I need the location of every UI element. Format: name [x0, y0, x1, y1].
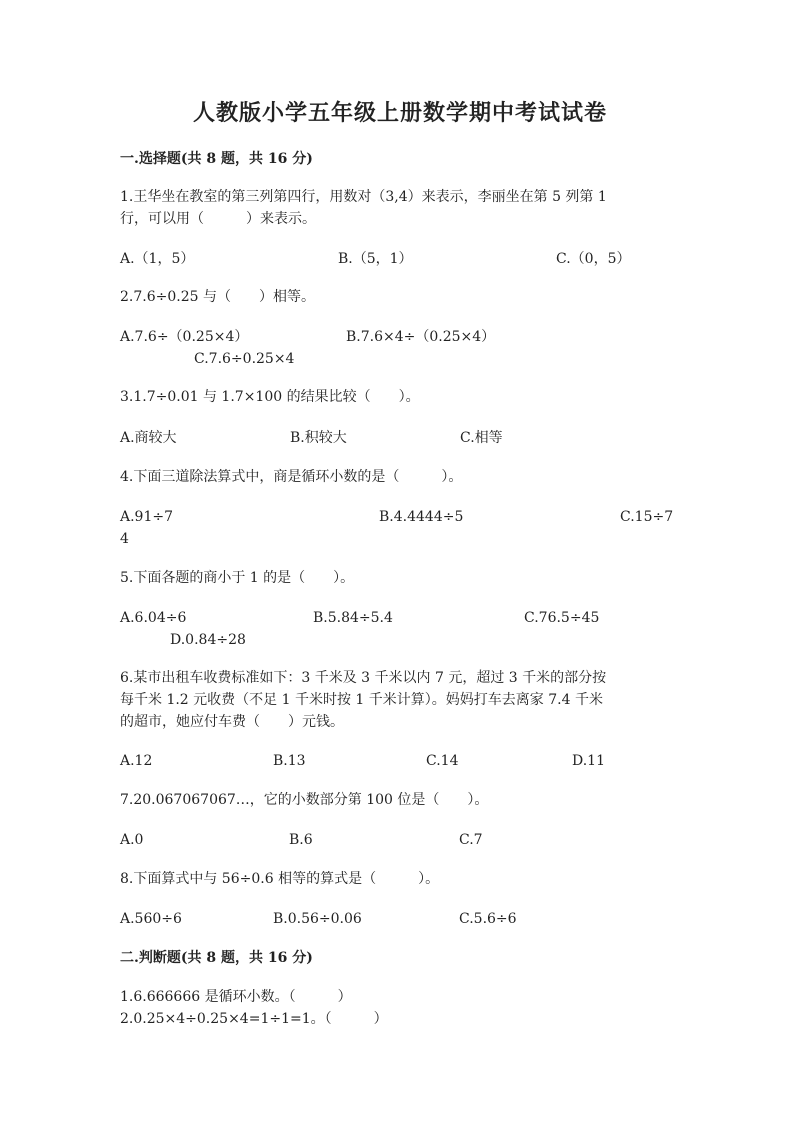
question-5-option-b: B.5.84÷5.4: [313, 610, 393, 626]
question-4-option-a: A.91÷7: [120, 509, 174, 525]
question-6-line-2: 每千米 1.2 元收费（不足 1 千米时按 1 千米计算）。妈妈打车去离家 7.4 千米: [120, 692, 603, 708]
question-1-option-a: A.（1，5）: [120, 251, 195, 267]
section-heading-choice: 一.选择题(共 8 题，共 16 分): [120, 151, 313, 167]
question-8-option-c: C.5.6÷6: [459, 911, 517, 927]
question-6-option-d: D.11: [572, 753, 605, 769]
question-1-option-b: B.（5，1）: [338, 251, 413, 267]
question-7-option-a: A.0: [120, 832, 144, 848]
question-6-option-a: A.12: [120, 753, 153, 769]
question-6-line-3: 的超市，她应付车费（ ）元钱。: [120, 714, 344, 730]
question-5-stem: 5.下面各题的商小于 1 的是（ ）。: [120, 570, 355, 586]
question-8-option-b: B.0.56÷0.06: [273, 911, 362, 927]
question-6-line-1: 6.某市出租车收费标准如下：3 千米及 3 千米以内 7 元，超过 3 千米的部分按: [120, 670, 607, 686]
question-3-option-a: A.商较大: [120, 430, 177, 446]
question-4-stem: 4.下面三道除法算式中，商是循环小数的是（ ）。: [120, 469, 463, 485]
question-2-option-c: C.7.6÷0.25×4: [194, 351, 295, 367]
question-6-option-b: B.13: [273, 753, 306, 769]
judgement-2: 2.0.25×4÷0.25×4=1÷1=1。（ ）: [120, 1011, 388, 1027]
question-1-line-1: 1.王华坐在教室的第三列第四行，用数对（3,4）来表示，李丽坐在第 5 列第 1: [120, 189, 607, 205]
question-4-option-c: C.15÷7: [620, 509, 674, 525]
question-3-option-b: B.积较大: [290, 430, 347, 446]
question-2-stem: 2.7.6÷0.25 与（ ）相等。: [120, 289, 315, 305]
question-5-option-a: A.6.04÷6: [120, 610, 187, 626]
question-3-stem: 3.1.7÷0.01 与 1.7×100 的结果比较（ ）。: [120, 389, 420, 405]
question-1-option-c: C.（0，5）: [556, 251, 631, 267]
question-7-stem: 7.20.067067067…，它的小数部分第 100 位是（ ）。: [120, 792, 489, 808]
question-2-option-b: B.7.6×4÷（0.25×4）: [346, 329, 496, 345]
question-7-option-c: C.7: [459, 832, 483, 848]
question-8-option-a: A.560÷6: [120, 911, 182, 927]
question-5-option-d: D.0.84÷28: [170, 632, 246, 648]
question-2-option-a: A.7.6÷（0.25×4）: [120, 329, 249, 345]
question-1-line-2: 行，可以用（ ）来表示。: [120, 211, 316, 227]
question-5-option-c: C.76.5÷45: [524, 610, 600, 626]
question-7-option-b: B.6: [289, 832, 313, 848]
section-heading-judgement: 二.判断题(共 8 题，共 16 分): [120, 950, 313, 966]
question-4-option-c-wrap: 4: [120, 531, 129, 547]
question-4-option-b: B.4.4444÷5: [379, 509, 464, 525]
judgement-1: 1.6.666666 是循环小数。（ ）: [120, 989, 352, 1005]
question-8-stem: 8.下面算式中与 56÷0.6 相等的算式是（ ）。: [120, 871, 440, 887]
question-6-option-c: C.14: [426, 753, 459, 769]
page-title: 人教版小学五年级上册数学期中考试试卷: [192, 100, 607, 126]
question-3-option-c: C.相等: [460, 430, 503, 446]
